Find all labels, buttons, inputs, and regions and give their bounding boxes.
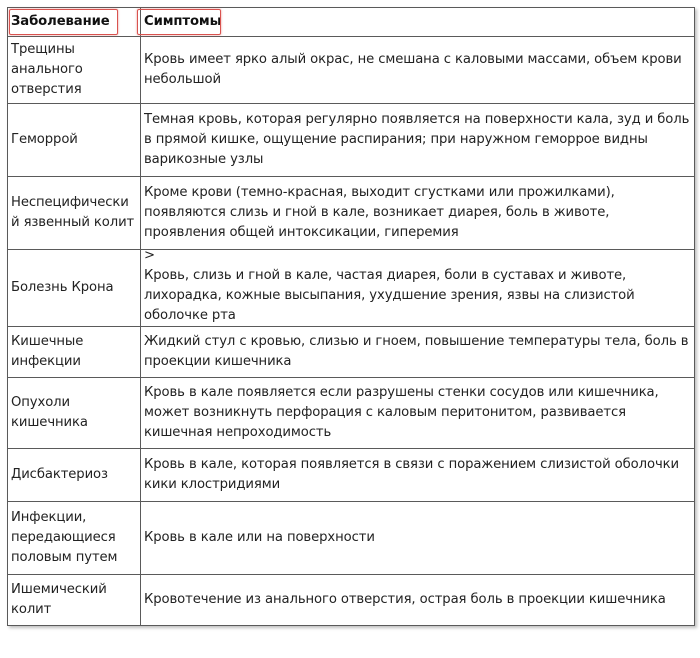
symptoms-cell [141, 250, 695, 327]
table-header-row [8, 8, 695, 37]
symptoms-cell: Кроме крови (темно-красная, выходит сгустками или прожилками), появляются слизь и гной в кале, возникает диарея, боль в животе, проявления общей интоксикации, гиперемия [141, 177, 695, 250]
symptoms-text: Кровь, слизь и гной в кале, частая диарея, боли в суставах и животе, лихорадка, кожные высыпания, ухудшение зрения, язвы на слизистой оболочке рта [144, 268, 635, 323]
header-symptoms: Симптомы [144, 14, 222, 29]
table-row [8, 575, 695, 626]
disease-cell: Кишечные инфекции [8, 327, 141, 378]
symptoms-cell: Кровь в кале или на поверхности [141, 502, 695, 575]
table-row [8, 250, 695, 327]
symptoms-cell: Кровь в кале, которая появляется в связи с поражением слизистой оболочки кики клостридиями [141, 449, 695, 502]
table-row [8, 37, 695, 104]
symptoms-cell: Кровь в кале появляется если разрушены стенки сосудов или кишечника, может возникнуть перфорация с каловым перитонитом, развивается кишечная непроходимость [141, 378, 695, 449]
table-row [8, 502, 695, 575]
disease-cell: Опухоли кишечника [8, 378, 141, 449]
symptoms-cell: Кровотечение из анального отверстия, острая боль в проекции кишечника [141, 575, 695, 626]
disease-cell: Трещины анального отверстия [8, 37, 141, 104]
symptoms-prefix-mark: > [144, 248, 155, 263]
disease-cell: Неспецифический язвенный колит [8, 177, 141, 250]
header-disease-cell [8, 8, 141, 37]
table-row [8, 449, 695, 502]
header-disease: Заболевание [11, 14, 110, 29]
disease-symptoms-table [7, 7, 695, 626]
symptoms-cell: Кровь имеет ярко алый окрас, не смешана с каловыми массами, объем крови небольшой [141, 37, 695, 104]
table-row [8, 177, 695, 250]
disease-cell: Ишемический колит [8, 575, 141, 626]
header-symptoms-cell [141, 8, 695, 37]
symptoms-cell: Темная кровь, которая регулярно появляется на поверхности кала, зуд и боль в прямой кишке, ощущение распирания; при наружном геморрое видны варикозные узлы [141, 104, 695, 177]
disease-cell: Инфекции, передающиеся половым путем [8, 502, 141, 575]
symptoms-cell: Жидкий стул с кровью, слизью и гноем, повышение температуры тела, боль в проекции кишечника [141, 327, 695, 378]
table-row [8, 327, 695, 378]
disease-cell: Болезнь Крона [8, 250, 141, 327]
disease-cell: Геморрой [8, 104, 141, 177]
table-row [8, 104, 695, 177]
table-row [8, 378, 695, 449]
disease-cell: Дисбактериоз [8, 449, 141, 502]
